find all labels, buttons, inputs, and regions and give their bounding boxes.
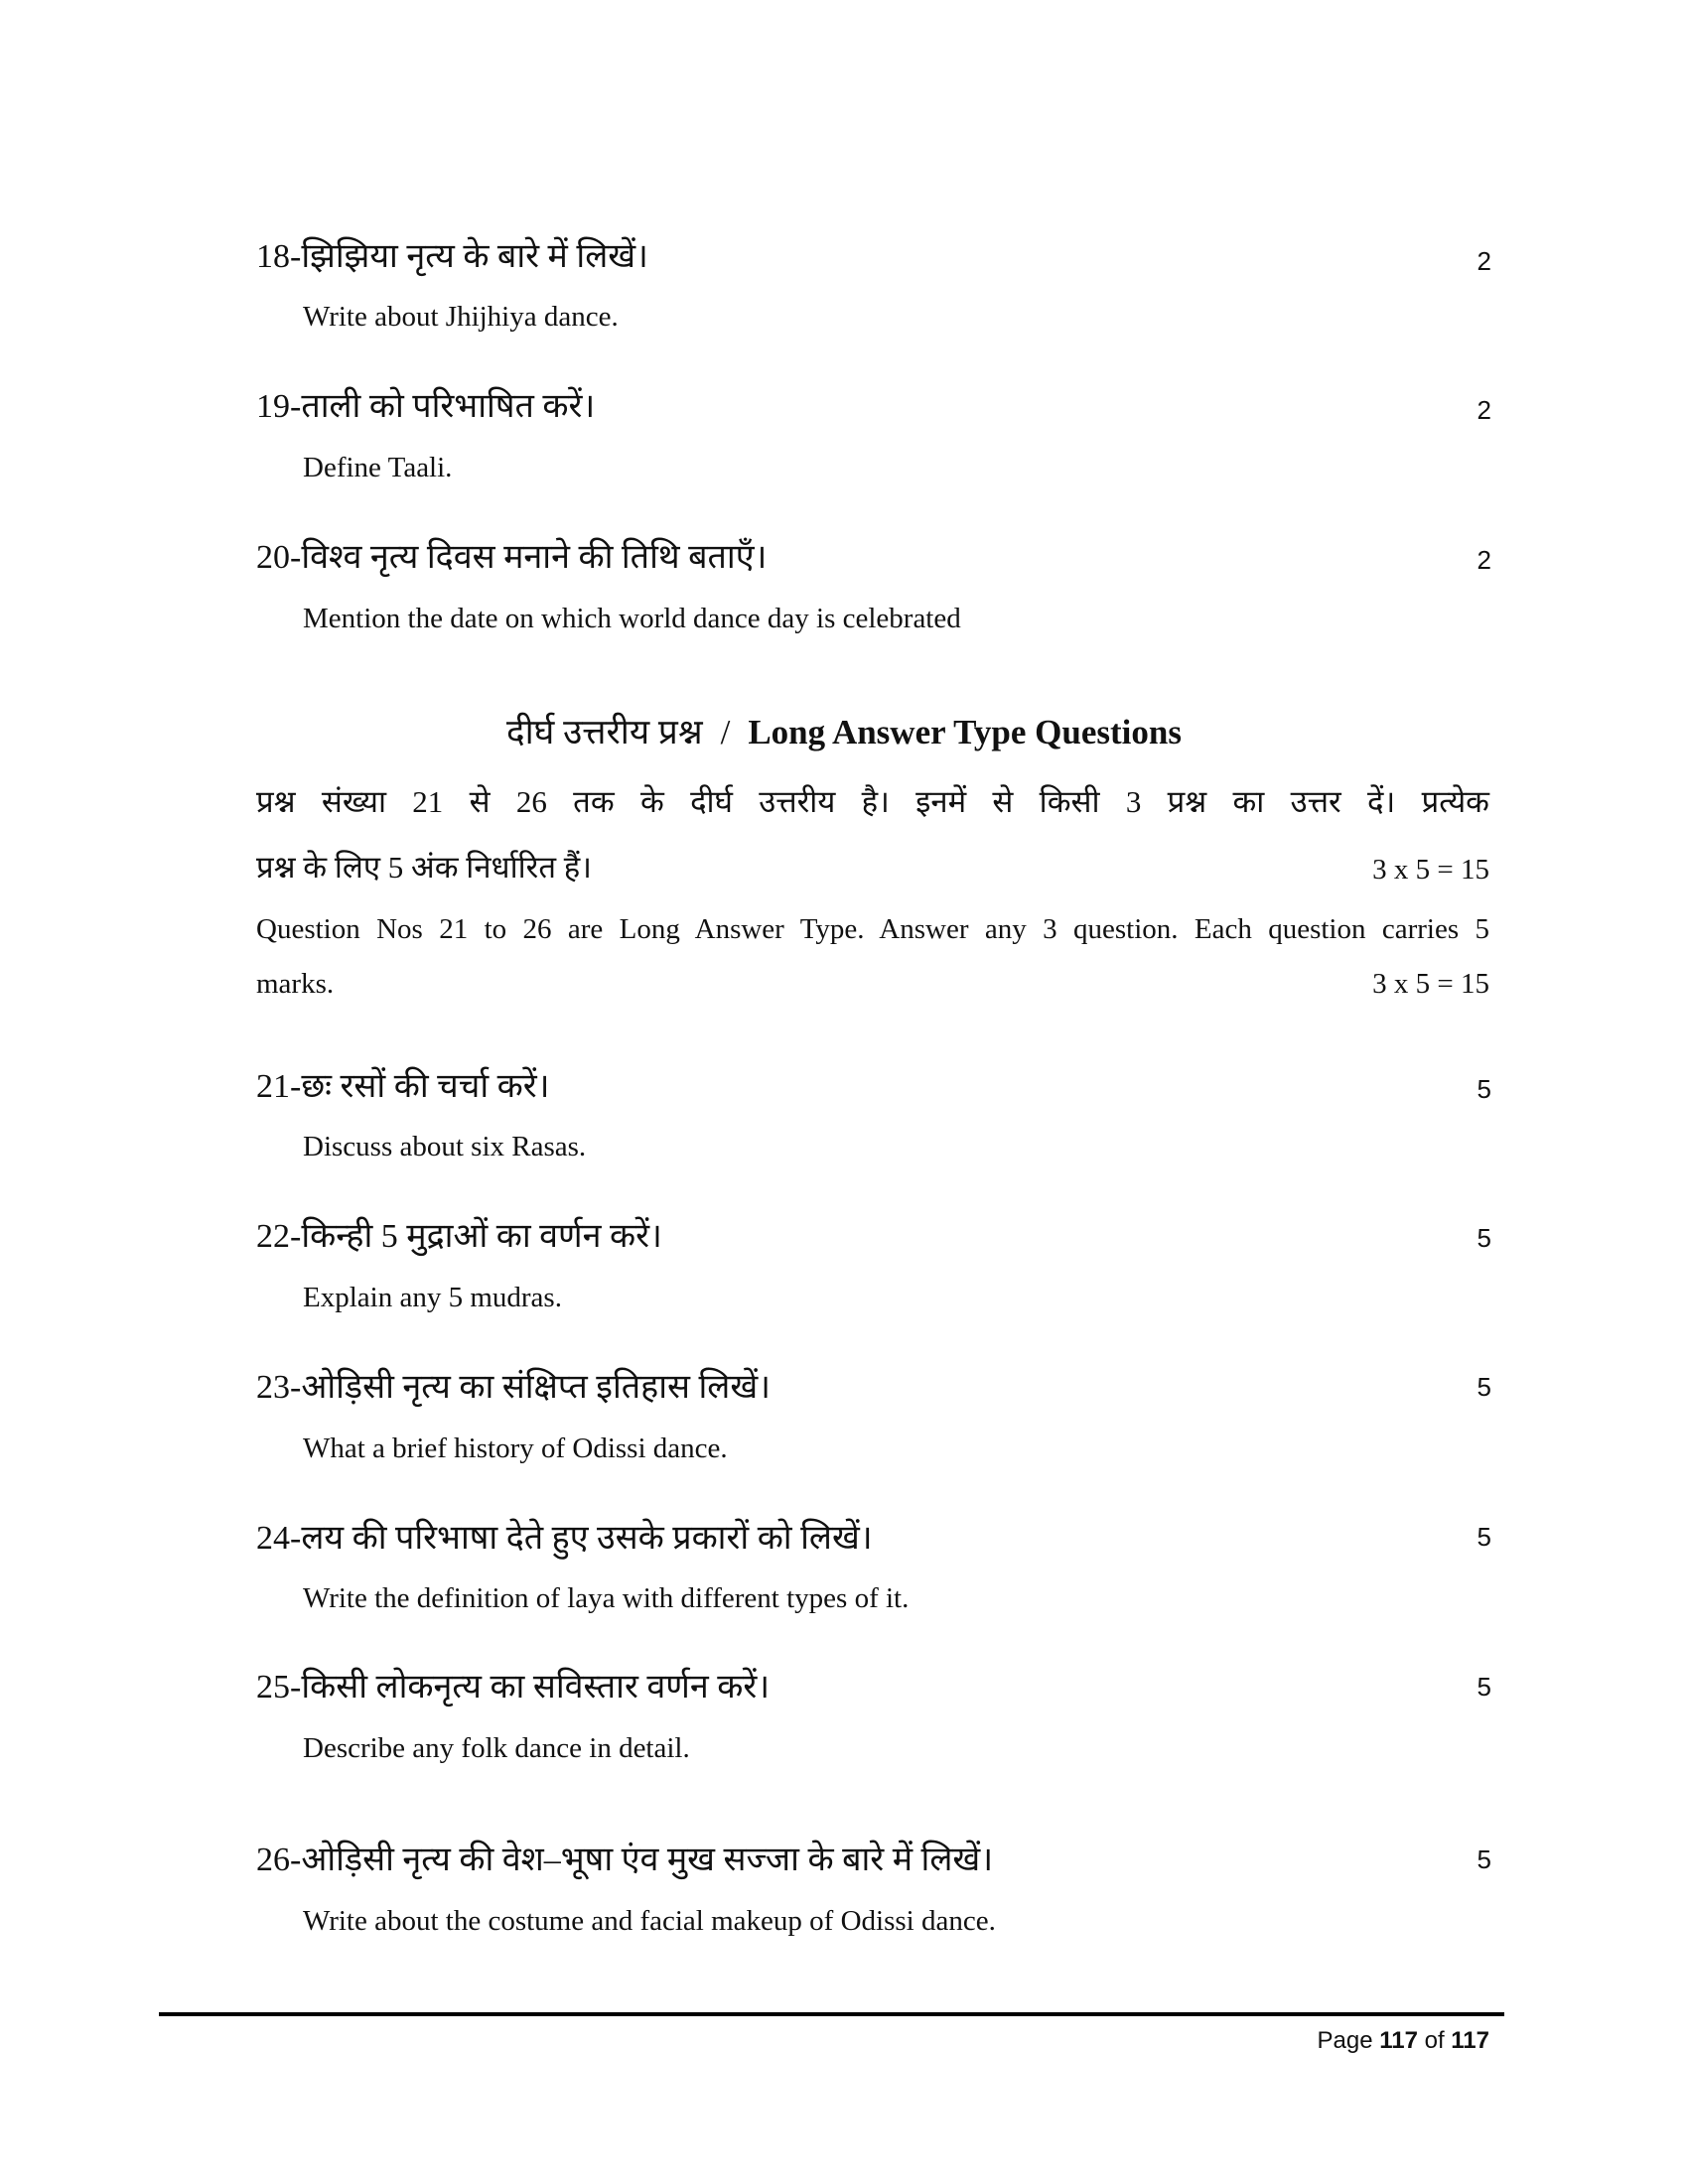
question-hindi-text: 18-झिझिया नृत्य के बारे में लिखें। xyxy=(256,238,648,275)
question-hindi-text: 24-लय की परिभाषा देते हुए उसके प्रकारों को लिखें। xyxy=(256,1520,873,1557)
section-heading xyxy=(0,715,1688,750)
question-marks: 5 xyxy=(1477,1522,1491,1552)
question-english-text: Mention the date on which world dance day is celebrated xyxy=(303,603,961,634)
instructions-english-line2: marks. xyxy=(256,968,335,1000)
footer-rule xyxy=(159,2012,1504,2016)
question-marks: 5 xyxy=(1477,1672,1491,1702)
question-hindi-text: 23-ओड़िसी नृत्य का संक्षिप्त इतिहास लिखें। xyxy=(256,1369,772,1406)
question-hindi-text: 19-ताली को परिभाषित करें। xyxy=(256,388,596,425)
question-english-text: Write about Jhijhiya dance. xyxy=(303,301,619,333)
instructions-hindi-total: 3 x 5 = 15 xyxy=(1372,854,1489,886)
page-number xyxy=(1317,2029,1489,2053)
question-hindi-text: 22-किन्ही 5 मुद्राओं का वर्णन करें। xyxy=(256,1218,662,1255)
total-pages: 117 xyxy=(1451,2027,1489,2054)
question-english-text: What a brief history of Odissi dance. xyxy=(303,1433,728,1464)
instructions-english-line1: Question Nos 21 to 26 are Long Answer Type. Answer any 3 question. Each question carries 5 xyxy=(256,913,1489,945)
section-heading-english: Long Answer Type Questions xyxy=(748,713,1182,751)
question-hindi-text: 26-ओड़िसी नृत्य की वेश–भूषा एंव मुख सज्जा के बारे में लिखें। xyxy=(256,1842,994,1878)
question-english-text: Write the definition of laya with different types of it. xyxy=(303,1582,910,1614)
instructions-hindi-line1: प्रश्न संख्या 21 से 26 तक के दीर्घ उत्तरीय है। इनमें से किसी 3 प्रश्न का उत्तर दें। प्रत्येक xyxy=(256,784,1489,819)
question-marks: 2 xyxy=(1477,395,1491,425)
current-page: 117 xyxy=(1379,2027,1418,2054)
question-marks: 5 xyxy=(1477,1844,1491,1874)
question-hindi-text: 25-किसी लोकनृत्य का सविस्तार वर्णन करें। xyxy=(256,1669,771,1706)
page-prefix: Page xyxy=(1317,2027,1380,2054)
question-english-text: Write about the costume and facial makeup of Odissi dance. xyxy=(303,1905,996,1937)
question-hindi-text: 21-छः रसों की चर्चा करें। xyxy=(256,1068,550,1105)
question-marks: 2 xyxy=(1477,246,1491,276)
section-heading-separator: / xyxy=(720,713,731,751)
question-english-text: Explain any 5 mudras. xyxy=(303,1282,562,1313)
instructions-hindi-line2: प्रश्न के लिए 5 अंक निर्धारित हैं। xyxy=(256,850,592,885)
page-of: of xyxy=(1417,2027,1452,2054)
question-marks: 5 xyxy=(1477,1074,1491,1104)
section-heading-hindi: दीर्घ उत्तरीय प्रश्न xyxy=(506,713,703,751)
question-marks: 2 xyxy=(1477,545,1491,575)
instructions-english-total: 3 x 5 = 15 xyxy=(1372,968,1489,1000)
question-hindi-text: 20-विश्व नृत्य दिवस मनाने की तिथि बताएँ। xyxy=(256,539,768,576)
question-marks: 5 xyxy=(1477,1223,1491,1253)
question-english-text: Describe any folk dance in detail. xyxy=(303,1732,690,1764)
question-english-text: Discuss about six Rasas. xyxy=(303,1131,587,1162)
question-english-text: Define Taali. xyxy=(303,452,453,483)
question-marks: 5 xyxy=(1477,1372,1491,1402)
